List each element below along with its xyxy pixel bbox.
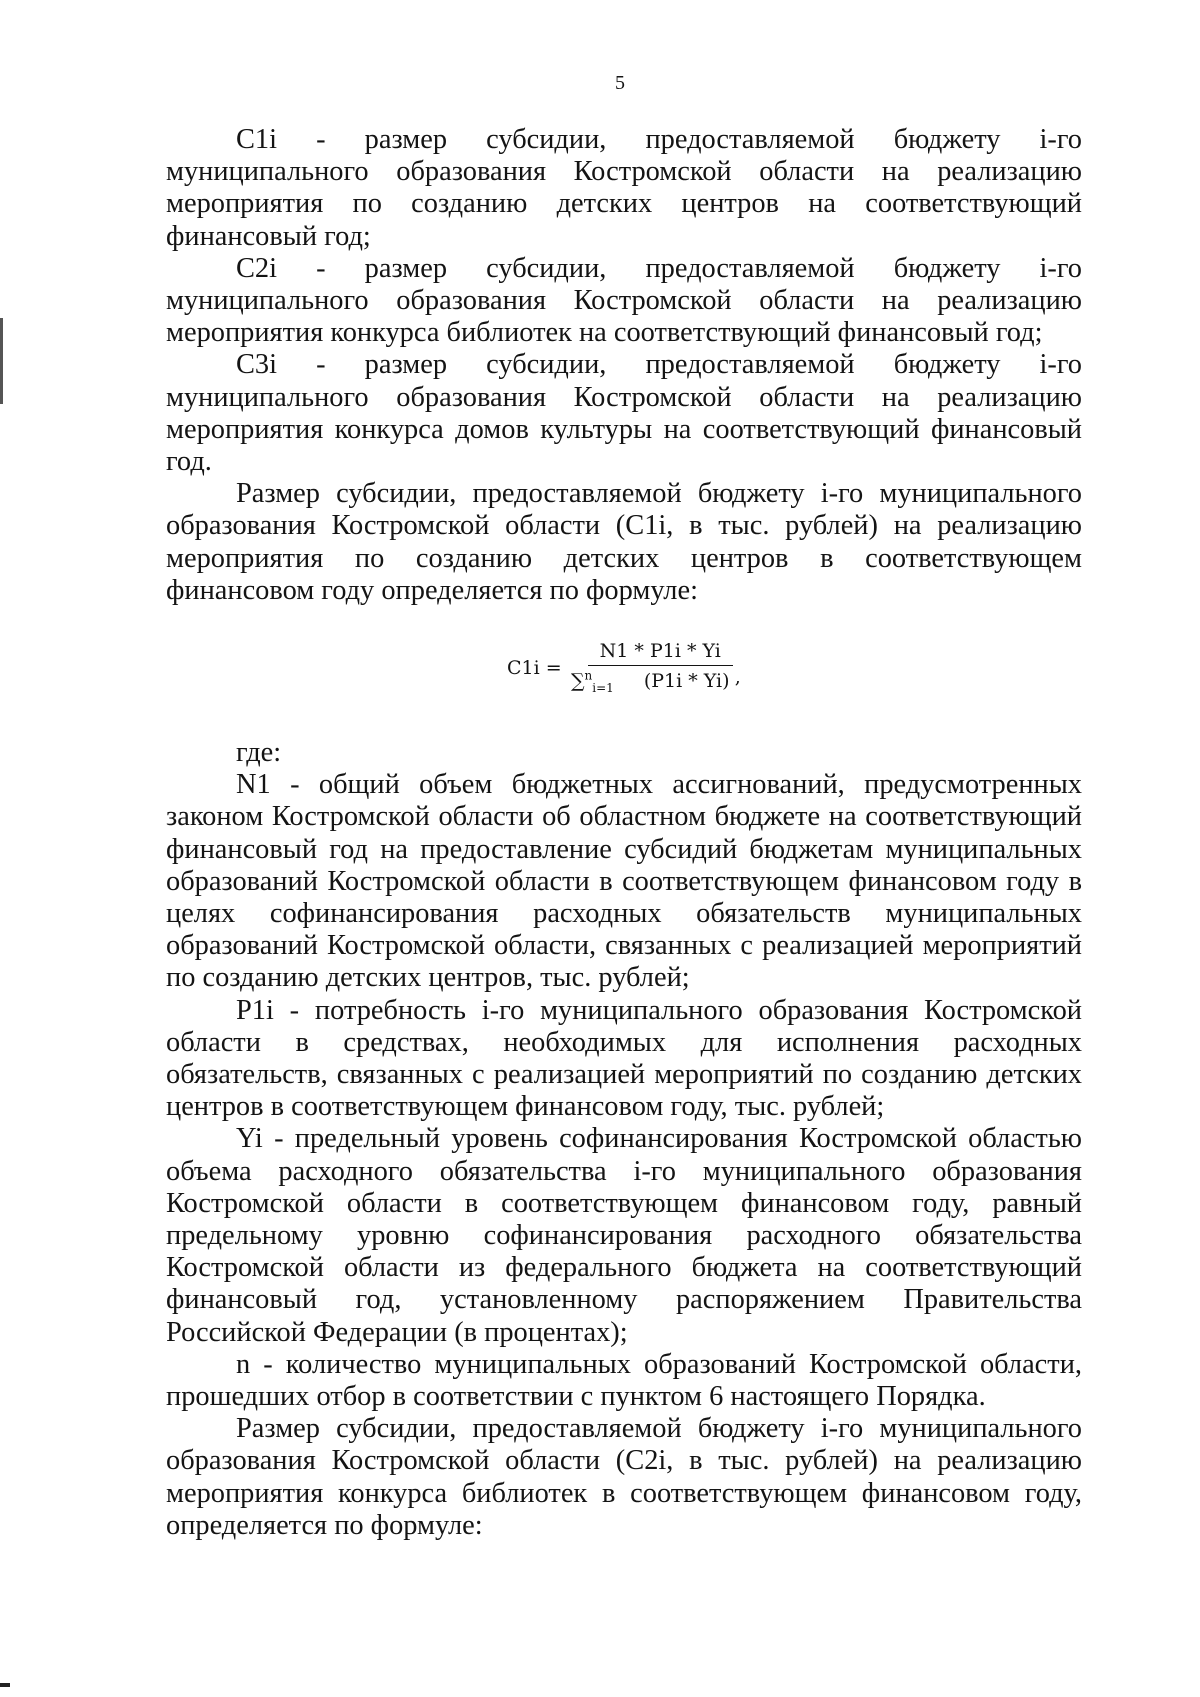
definition-c2i: C2i - размер субсидии, предоставляемой бюджету i-го муниципального образования Костромской области на реализацию мероприятия конкурса библиотек на соответствующий финансовый год;	[166, 252, 1082, 349]
formula-c1i	[507, 640, 741, 695]
page-number: 5	[615, 72, 625, 94]
formula-fraction	[568, 640, 733, 695]
scan-corner-mark	[0, 1683, 10, 1687]
formula-denominator	[571, 666, 730, 695]
definition-n: n - количество муниципальных образований Костромской области, прошедших отбор в соответствии с пунктом 6 настоящего Порядка.	[166, 1348, 1082, 1413]
definition-c3i: C3i - размер субсидии, предоставляемой бюджету i-го муниципального образования Костромской области на реализацию мероприятия конкурса домов культуры на соответствующий финансовый год.	[166, 349, 1082, 478]
sum-symbol: ∑$^n_{i=1}$	[570, 669, 614, 696]
definition-p1i: P1i - потребность i-го муниципального образования Костромской области в средствах, необходимых для исполнения расходных обязательств, связанных с реализацией мероприятий по созданию детских центров в соответствующем финансовом году, тыс. рублей;	[166, 994, 1082, 1123]
formula-numerator: N1 * P1i * Yi	[588, 640, 733, 666]
definition-yi: Yi - предельный уровень софинансирования Костромской областью объема расходного обязательства i-го муниципального образования Костромской области в соответствующем финансовом году, равный предельному уровню софинансирования расходного обязательства Костромской области из федерального бюджета на соответствующий финансовый год, установленному распоряжением Правительства Российской Федерации (в процентах);	[166, 1123, 1082, 1348]
formula-lhs: C1i =	[507, 656, 562, 679]
definition-c1i: C1i - размер субсидии, предоставляемой бюджету i-го муниципального образования Костромской области на реализацию мероприятия по созданию детских центров на соответствующий финансовый год;	[166, 124, 1082, 252]
formula-tail: ,	[734, 665, 741, 688]
where-label: где:	[236, 737, 282, 768]
formula-intro-c2i: Размер субсидии, предоставляемой бюджету i-го муниципального образования Костромской области (C2i, в тыс. рублей) на реализацию мероприятия конкурса библиотек в соответствующем финансовом году, определяется по формуле:	[166, 1413, 1082, 1541]
definition-n1: N1 - общий объем бюджетных ассигнований, предусмотренных законом Костромской области об областном бюджете на соответствующий финансовый год на предоставление субсидий бюджетам муниципальных образований Костромской области в соответствующем финансовом году в целях софинансирования расходных обязательств муниципальных образований Костромской области, связанных с реализацией мероприятий по созданию детских центров, тыс. рублей;	[166, 769, 1082, 994]
formula-denominator-body: (P1i * Yi)	[643, 670, 730, 693]
definitions-block	[166, 124, 1082, 607]
variables-block	[166, 737, 1082, 1542]
scan-margin-mark	[0, 318, 3, 404]
formula-intro-c1i: Размер субсидии, предоставляемой бюджету i-го муниципального образования Костромской области (C1i, в тыс. рублей) на реализацию мероприятия по созданию детских центров в соответствующем финансовом году определяется по формуле:	[166, 478, 1082, 606]
